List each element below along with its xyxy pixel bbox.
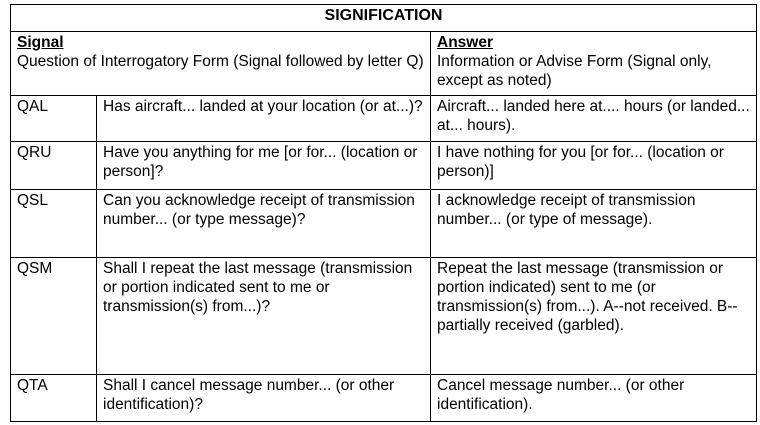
table-row: [11, 96, 757, 142]
answer-cell: Cancel message number... (or other identification).: [431, 375, 757, 422]
question-cell: Shall I cancel message number... (or other identification)?: [97, 375, 431, 422]
signal-code: QAL: [11, 96, 97, 142]
answer-cell: I have nothing for you [or for... (location or person)]: [431, 142, 757, 190]
question-cell: Can you acknowledge receipt of transmission number... (or type message)?: [97, 190, 431, 258]
table-title: SIGNIFICATION: [11, 5, 757, 32]
signification-table: [10, 4, 757, 422]
question-cell: Has aircraft... landed at your location (or at...)?: [97, 96, 431, 142]
title-row: [11, 5, 757, 32]
question-cell: Shall I repeat the last message (transmission or portion indicated sent to me or transmission(s) from...)?: [97, 258, 431, 375]
header-row: [11, 31, 757, 96]
table-row: [11, 142, 757, 190]
table-row: [11, 190, 757, 258]
signal-header-desc: Question of Interrogatory Form (Signal followed by letter Q): [17, 52, 424, 70]
signal-code: QRU: [11, 142, 97, 190]
signal-header-label: Signal: [17, 33, 64, 51]
answer-cell: I acknowledge receipt of transmission number... (or type of message).: [431, 190, 757, 258]
answer-header-desc: Information or Advise Form (Signal only, except as noted): [437, 52, 712, 89]
signal-header-cell: [11, 31, 431, 96]
question-cell: Have you anything for me [or for... (location or person]?: [97, 142, 431, 190]
answer-cell: Repeat the last message (transmission or portion indicated) sent to me (or transmission(s) from...). A--not received. B--partially received (garbled).: [431, 258, 757, 375]
table-row: [11, 375, 757, 422]
signal-code: QSM: [11, 258, 97, 375]
answer-header-cell: [431, 31, 757, 96]
signal-code: QTA: [11, 375, 97, 422]
signal-code: QSL: [11, 190, 97, 258]
answer-cell: Aircraft... landed here at.... hours (or landed... at... hours).: [431, 96, 757, 142]
table-row: [11, 258, 757, 375]
answer-header-label: Answer: [437, 33, 493, 51]
